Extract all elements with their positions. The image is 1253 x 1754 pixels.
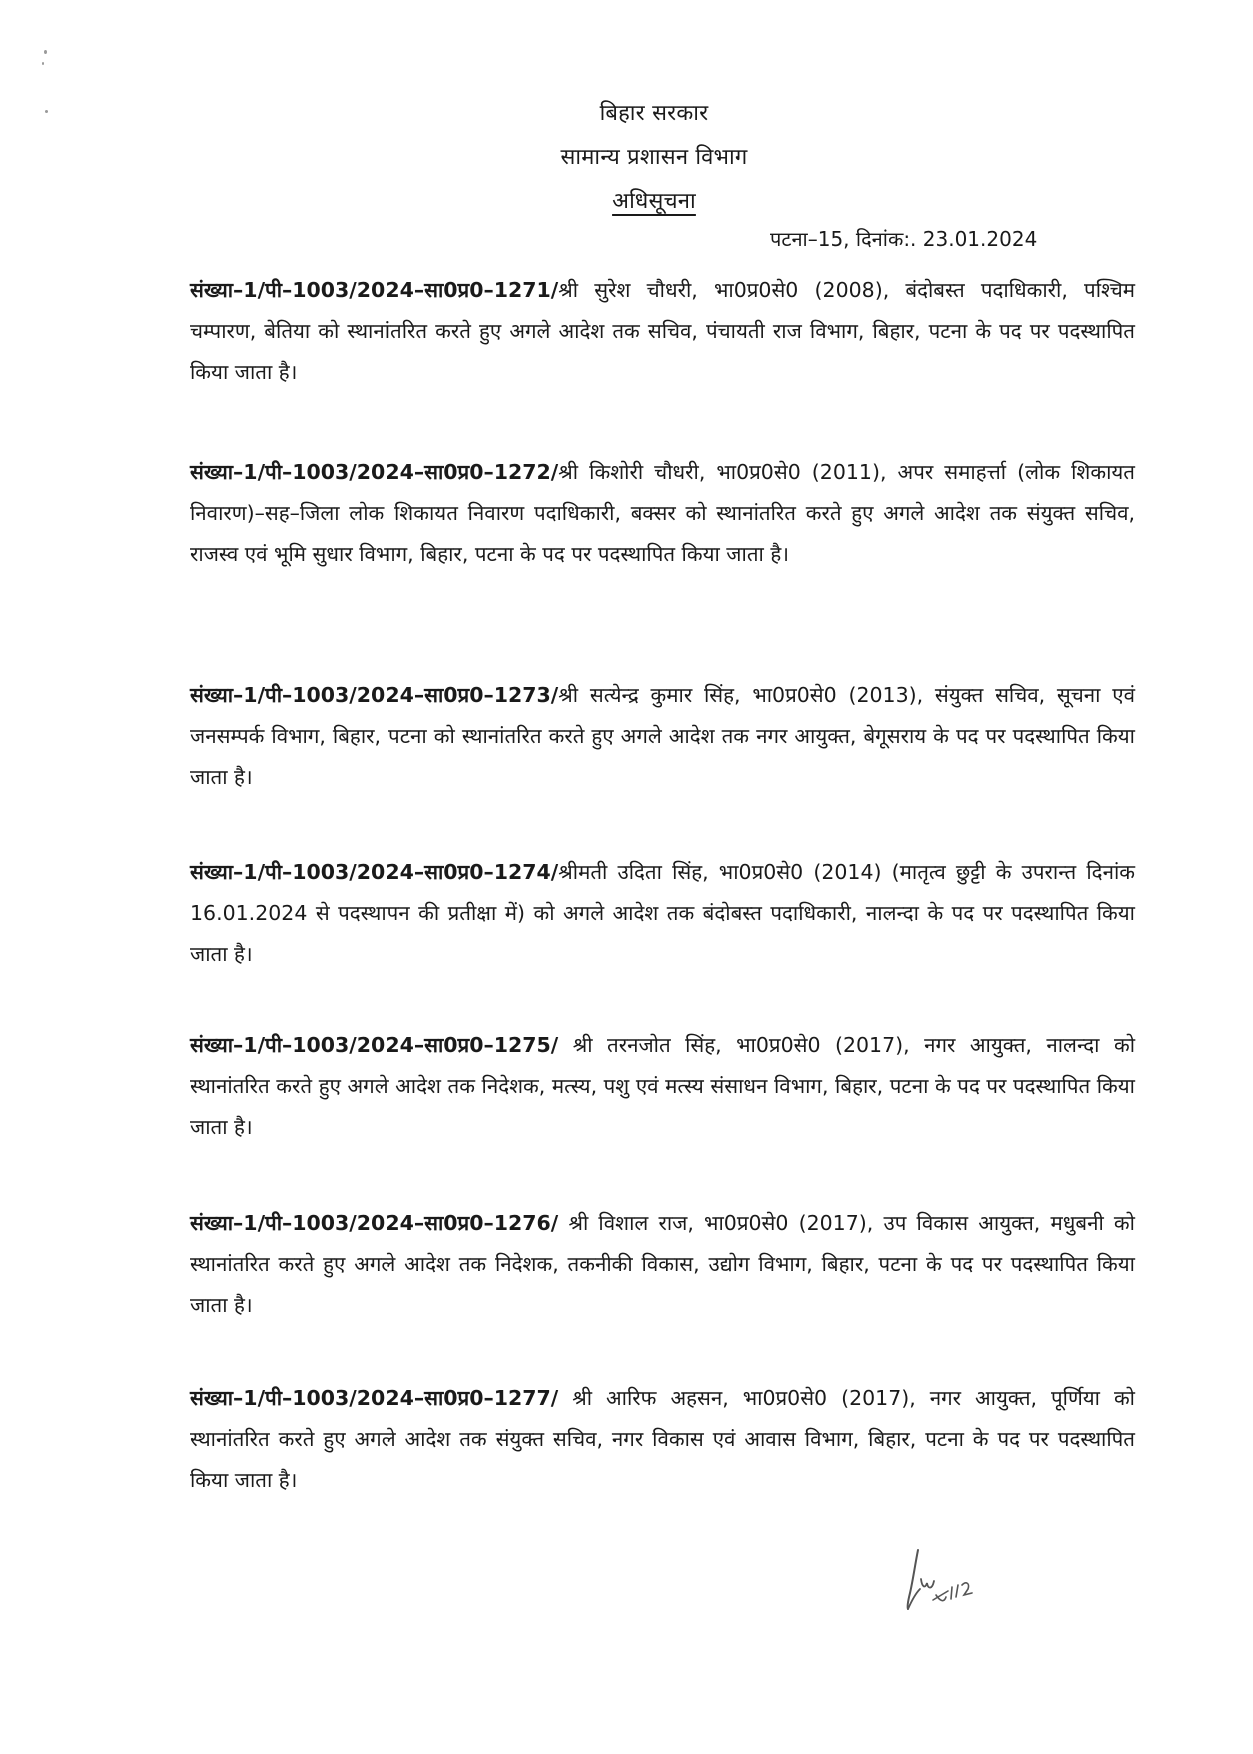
notice-body: श्री आरिफ अहसन, भा0प्र0से0 (2017), नगर आयुक्त, पूर्णिया को स्थानांतरित करते हुए अगले आदेश तक संयुक्त सचिव, नगर विकास एवं आवास विभाग, बिहार, पटना के पद पर पदस्थापित किया जाता है। [190, 1386, 1135, 1492]
notice-1276 [190, 1203, 1135, 1326]
notice-body: श्री सुरेश चौधरी, भा0प्र0से0 (2008), बंदोबस्त पदाधिकारी, पश्चिम चम्पारण, बेतिया को स्थानांतरित करते हुए अगले आदेश तक सचिव, पंचायती राज विभाग, बिहार, पटना के पद पर पदस्थापित किया जाता है। [190, 278, 1135, 384]
notice-reference-number: संख्या–1/पी–1003/2024–सा0प्र0–1273/ [190, 683, 559, 707]
notice-1277 [190, 1378, 1135, 1501]
notice-body: श्रीमती उदिता सिंह, भा0प्र0से0 (2014) (मातृत्व छुट्टी के उपरान्त दिनांक 16.01.2024 से पदस्थापन की प्रतीक्षा में) को अगले आदेश तक बंदोबस्त पदाधिकारी, नालन्दा के पद पर पदस्थापित किया जाता है। [190, 860, 1135, 966]
notification-title: अधिसूचना [612, 189, 696, 214]
notice-1273 [190, 675, 1135, 798]
notice-body: श्री तरनजोत सिंह, भा0प्र0से0 (2017), नगर आयुक्त, नालन्दा को स्थानांतरित करते हुए अगले आदेश तक निदेशक, मत्स्य, पशु एवं मत्स्य संसाधन विभाग, बिहार, पटना के पद पर पदस्थापित किया जाता है। [190, 1033, 1135, 1139]
notice-body: श्री किशोरी चौधरी, भा0प्र0से0 (2011), अपर समाहर्त्ता (लोक शिकायत निवारण)–सह–जिला लोक शिकायत निवारण पदाधिकारी, बक्सर को स्थानांतरित करते हुए अगले आदेश तक संयुक्त सचिव, राजस्व एवं भूमि सुधार विभाग, बिहार, पटना के पद पर पदस्थापित किया जाता है। [190, 460, 1135, 566]
department-name: सामान्य प्रशासन विभाग [560, 145, 748, 170]
scan-speck [42, 62, 44, 65]
notice-1271 [190, 270, 1135, 393]
notice-body: श्री विशाल राज, भा0प्र0से0 (2017), उप विकास आयुक्त, मधुबनी को स्थानांतरित करते हुए अगले आदेश तक निदेशक, तकनीकी विकास, उद्योग विभाग, बिहार, पटना के पद पर पदस्थापित किया जाता है। [190, 1211, 1135, 1317]
notice-body: श्री सत्येन्द्र कुमार सिंह, भा0प्र0से0 (2013), संयुक्त सचिव, सूचना एवं जनसम्पर्क विभाग, बिहार, पटना को स्थानांतरित करते हुए अगले आदेश तक नगर आयुक्त, बेगूसराय के पद पर पदस्थापित किया जाता है। [190, 683, 1135, 789]
government-name: बिहार सरकार [599, 101, 709, 126]
handwritten-signature-icon [888, 1545, 1028, 1625]
notice-reference-number: संख्या–1/पी–1003/2024–सा0प्र0–1274/ [190, 860, 559, 884]
notice-reference-number: संख्या–1/पी–1003/2024–सा0प्र0–1276/ [190, 1211, 559, 1235]
notice-1274 [190, 852, 1135, 975]
notice-reference-number: संख्या–1/पी–1003/2024–सा0प्र0–1271/ [190, 278, 559, 302]
place-and-date: पटना–15, दिनांक:. 23.01.2024 [770, 227, 1038, 251]
notice-1275 [190, 1025, 1135, 1148]
scan-speck [44, 50, 47, 54]
notice-reference-number: संख्या–1/पी–1003/2024–सा0प्र0–1275/ [190, 1033, 559, 1057]
document-header [0, 92, 1253, 224]
notice-reference-number: संख्या–1/पी–1003/2024–सा0प्र0–1277/ [190, 1386, 559, 1410]
notice-1272 [190, 452, 1135, 575]
notice-reference-number: संख्या–1/पी–1003/2024–सा0प्र0–1272/ [190, 460, 559, 484]
